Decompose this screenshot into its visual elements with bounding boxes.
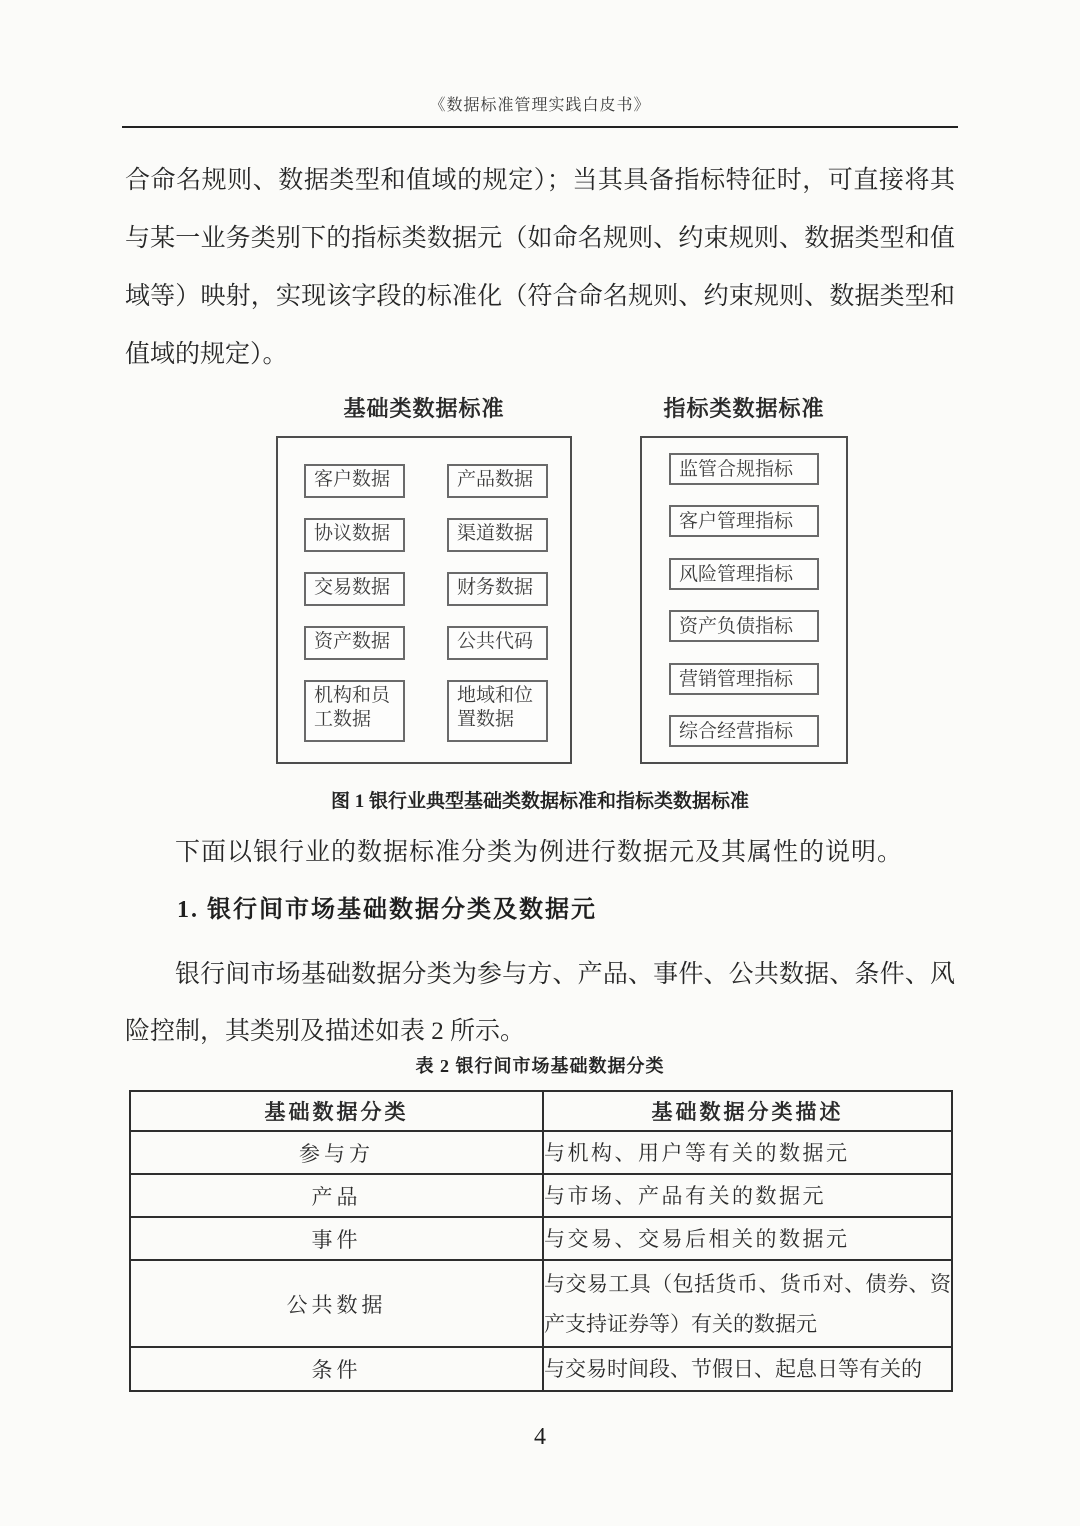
table-cell-description: 与交易、交易后相关的数据元 bbox=[543, 1217, 952, 1260]
figure-item: 营销管理指标 bbox=[669, 663, 819, 695]
table-cell-category: 条件 bbox=[130, 1347, 543, 1391]
figure-item: 协议数据 bbox=[304, 518, 405, 552]
figure-right-group-title: 指标类数据标准 bbox=[663, 396, 825, 421]
table-row bbox=[130, 1347, 952, 1391]
paragraph-line: 与某一业务类别下的指标类数据元（如命名规则、约束规则、数据类型和值 bbox=[125, 225, 955, 252]
section-heading-1: 1. 银行间市场基础数据分类及数据元 bbox=[177, 897, 597, 923]
figure-item: 产品数据 bbox=[447, 464, 548, 498]
figure-item: 综合经营指标 bbox=[669, 715, 819, 747]
table-cell-description: 与交易时间段、节假日、起息日等有关的 bbox=[543, 1347, 952, 1391]
table-cell-description: 与交易工具（包括货币、货币对、债券、资产支持证券等）有关的数据元 bbox=[543, 1260, 952, 1347]
table-cell-category: 参与方 bbox=[130, 1131, 543, 1174]
paragraph-2: 下面以银行业的数据标准分类为例进行数据元及其属性的说明。 bbox=[175, 839, 904, 866]
figure-item: 风险管理指标 bbox=[669, 558, 819, 590]
table-cell-category: 公共数据 bbox=[130, 1260, 543, 1347]
figure-1-caption: 图 1 银行业典型基础类数据标准和指标类数据标准 bbox=[330, 791, 749, 812]
table-2-caption: 表 2 银行间市场基础数据分类 bbox=[415, 1056, 665, 1076]
table-cell-category: 产品 bbox=[130, 1174, 543, 1217]
figure-item: 公共代码 bbox=[447, 626, 548, 660]
page-number: 4 bbox=[534, 1424, 546, 1450]
paragraph-line: 银行间市场基础数据分类为参与方、产品、事件、公共数据、条件、风 bbox=[175, 961, 955, 988]
figure-item: 监管合规指标 bbox=[669, 453, 819, 485]
table-header-row bbox=[130, 1091, 952, 1131]
figure-left-group-title: 基础类数据标准 bbox=[343, 396, 505, 421]
paragraph-line: 域等）映射，实现该字段的标准化（符合命名规则、约束规则、数据类型和 bbox=[125, 283, 955, 310]
paragraph-3 bbox=[125, 946, 955, 1060]
header-rule-divider bbox=[122, 126, 958, 128]
paragraph-line: 值域的规定）。 bbox=[125, 341, 288, 368]
figure-item: 机构和员工数据 bbox=[304, 680, 405, 742]
table-cell-description: 与机构、用户等有关的数据元 bbox=[543, 1131, 952, 1174]
basic-data-classification-table bbox=[129, 1090, 953, 1392]
figure-item: 地域和位置数据 bbox=[447, 680, 548, 742]
document-header-title: 《数据标准管理实践白皮书》 bbox=[429, 97, 651, 114]
table-header-description: 基础数据分类描述 bbox=[543, 1091, 952, 1131]
table-cell-category: 事件 bbox=[130, 1217, 543, 1260]
table-row bbox=[130, 1260, 952, 1347]
figure-item: 资产数据 bbox=[304, 626, 405, 660]
paragraph-line: 合命名规则、数据类型和值域的规定）；当其具备指标特征时，可直接将其 bbox=[125, 167, 955, 194]
figure-item: 渠道数据 bbox=[447, 518, 548, 552]
figure-item: 资产负债指标 bbox=[669, 610, 819, 642]
figure-indicator-data-standards-box bbox=[640, 436, 848, 764]
table-row bbox=[130, 1131, 952, 1174]
table-header-category: 基础数据分类 bbox=[130, 1091, 543, 1131]
paragraph-line: 险控制，其类别及描述如表 2 所示。 bbox=[125, 1018, 526, 1045]
figure-item: 客户管理指标 bbox=[669, 505, 819, 537]
table-row bbox=[130, 1217, 952, 1260]
table-row bbox=[130, 1174, 952, 1217]
figure-item: 客户数据 bbox=[304, 464, 405, 498]
figure-basic-data-standards-box bbox=[276, 436, 572, 764]
figure-item: 交易数据 bbox=[304, 572, 405, 606]
paragraph-1 bbox=[125, 152, 955, 384]
table-cell-description: 与市场、产品有关的数据元 bbox=[543, 1174, 952, 1217]
figure-item: 财务数据 bbox=[447, 572, 548, 606]
